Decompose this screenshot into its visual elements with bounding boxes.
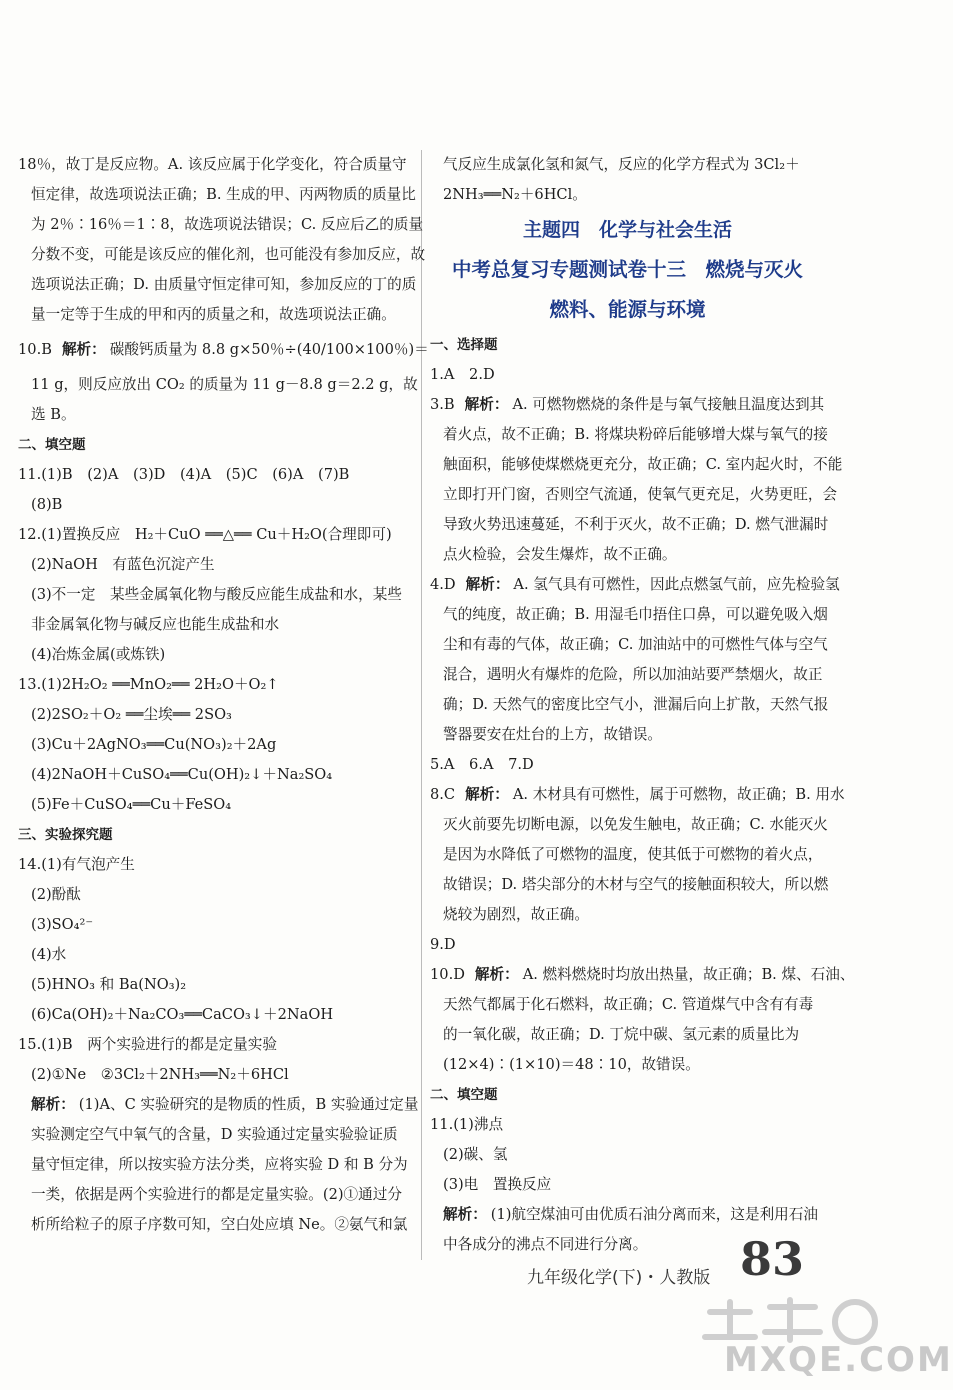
text-line: 中各成分的沸点不同进行分离。 (443, 1236, 648, 1253)
analysis-label: 解析： (474, 966, 519, 983)
text-line: 选项说法正确；D. 由质量守恒定律可知，参加反应的丁的质 (31, 276, 417, 293)
question-number: 4.D (430, 576, 456, 593)
text-line: 12.(1)置换反应 H₂＋CuO ══△══ Cu＋H₂O(合理即可) (18, 526, 392, 543)
text-line: 9.D (430, 936, 456, 953)
answer-line (430, 390, 825, 420)
text-line: 实验测定空气中氧气的含量，D 实验通过定量实验验证质 (31, 1126, 398, 1143)
watermark-text: MXQE.COM (724, 1340, 953, 1380)
text-line: 为 2％∶16％＝1∶8，故选项说法错误；C. 反应后乙的质量 (31, 216, 424, 233)
column-divider (421, 150, 422, 1260)
text-line: (8)B (31, 496, 63, 513)
text-line: 故错误；D. 塔尖部分的木材与空气的接触面积较大，所以燃 (443, 876, 829, 893)
analysis-label: 解析： (31, 1096, 75, 1113)
text-segment: A. 氢气具有可燃性，因此点燃氢气前，应先检验氢 (513, 576, 840, 593)
text-line: (3)不一定 某些金属氧化物与酸反应能生成盐和水，某些 (31, 586, 402, 603)
analysis-label: 解析： (61, 341, 106, 358)
question-number: 3.B (430, 396, 455, 413)
question-number: 10.D (430, 966, 465, 983)
text-line: 分数不变，可能是该反应的催化剂，也可能没有参加反应，故 (31, 246, 426, 263)
text-line: 2NH₃══N₂＋6HCl。 (443, 186, 587, 203)
text-line: 11.(1)B (2)A (3)D (4)A (5)C (6)A (7)B (18, 466, 350, 483)
left-column (18, 150, 429, 1240)
text-line: 触面积，能够使煤燃烧更充分，故正确；C. 室内起火时，不能 (443, 456, 843, 473)
text-line: 量守恒定律，所以按实验方法分类，应将实验 D 和 B 分为 (31, 1156, 408, 1173)
answer-line (18, 330, 429, 370)
answer-line (430, 780, 845, 810)
test-title: 中考总复习专题测试卷十三 燃烧与灭火 (451, 258, 803, 281)
text-line: 析所给粒子的原子序数可知，空白处应填 Ne。②氨气和氯 (31, 1216, 408, 1233)
text-line: (5)HNO₃ 和 Ba(NO₃)₂ (31, 976, 187, 993)
text-line: (4)冶炼金属(或炼铁) (31, 646, 166, 663)
text-line: 恒定律，故选项说法正确；B. 生成的甲、丙两物质的质量比 (31, 186, 416, 203)
text-line: 量一定等于生成的甲和丙的质量之和，故选项说法正确。 (31, 306, 396, 323)
answer-line (18, 1090, 419, 1120)
answer-line (430, 1200, 825, 1230)
page-number: 83 (740, 1232, 805, 1286)
text-line: (12×4)∶(1×10)＝48∶10，故错误。 (443, 1056, 700, 1073)
text-line: 立即打开门窗，否则空气流通，使氧气更充足，火势更旺，会 (443, 486, 838, 503)
text-line: 是因为水降低了可燃物的温度，使其低于可燃物的着火点， (443, 846, 823, 863)
text-line: 气的纯度，故正确；B. 用湿毛巾捂住口鼻，可以避免吸入烟 (443, 606, 828, 623)
topic-title: 主题四 化学与社会生活 (522, 219, 732, 241)
text-line: 烧较为剧烈，故正确。 (443, 906, 589, 923)
text-line: 点火检验，会发生爆炸，故不正确。 (443, 546, 677, 563)
section-heading: 三、实验探究题 (18, 827, 113, 843)
answer-line (430, 570, 840, 600)
text-line: 的一氧化碳，故正确；D. 丁烷中碳、氢元素的质量比为 (443, 1026, 800, 1043)
text-segment: A. 燃料燃烧时均放出热量，故正确；B. 煤、石油、 (522, 966, 855, 983)
text-line: 灭火前要先切断电源，以免发生触电，故正确；C. 水能灭火 (443, 816, 828, 833)
text-segment: (1)A、C 实验研究的是物质的性质，B 实验通过定量 (78, 1096, 419, 1113)
text-line: 13.(1)2H₂O₂ ══MnO₂══ 2H₂O＋O₂↑ (18, 676, 279, 693)
text-line: (2)①Ne ②3Cl₂＋2NH₃══N₂＋6HCl (31, 1066, 289, 1083)
text-line: (2)NaOH 有蓝色沉淀产生 (31, 556, 215, 573)
text-line: 一类，依据是两个实验进行的都是定量实验。(2)①通过分 (31, 1186, 402, 1203)
answer-line (430, 960, 855, 990)
text-line: (2)酚酞 (31, 886, 81, 903)
text-line: (4)2NaOH＋CuSO₄══Cu(OH)₂↓＋Na₂SO₄ (31, 766, 333, 783)
analysis-label: 解析： (443, 1206, 487, 1223)
text-segment: (1)航空煤油可由优质石油分离而来，这是利用石油 (490, 1206, 818, 1223)
question-number: 10.B (18, 341, 52, 358)
analysis-label: 解析： (465, 786, 509, 803)
text-segment: 碳酸钙质量为 8.8 g×50％÷(40/100×100％)＝ (109, 341, 429, 358)
text-line: 非金属氧化物与碱反应也能生成盐和水 (31, 616, 280, 633)
text-segment: A. 木材具有可燃性，属于可燃物，故正确；B. 用水 (512, 786, 845, 803)
book-title: 九年级化学(下)・人教版 (527, 1268, 711, 1288)
analysis-label: 解析： (465, 576, 510, 593)
text-line: 导致火势迅速蔓延，不利于灭火，故不正确；D. 燃气泄漏时 (443, 516, 829, 533)
text-line: 14.(1)有气泡产生 (18, 856, 135, 873)
test-subtitle: 燃料、能源与环境 (549, 298, 706, 321)
text-line: 确；D. 天然气的密度比空气小，泄漏后向上扩散，天然气报 (443, 696, 829, 713)
text-line: 警器要安在灶台的上方，故错误。 (443, 726, 662, 743)
text-line: 着火点，故不正确；B. 将煤块粉碎后能够增大煤与氧气的接 (443, 426, 828, 443)
text-line: (2)2SO₂＋O₂ ══尘埃══ 2SO₃ (31, 706, 232, 723)
text-line: (3)SO₄²⁻ (31, 916, 94, 933)
text-line: 混合，遇明火有爆炸的危险，所以加油站要严禁烟火，故正 (443, 666, 823, 683)
text-line: 5.A 6.A 7.D (430, 756, 534, 773)
right-column (430, 150, 855, 1260)
section-heading: 二、填空题 (18, 437, 86, 453)
text-line: 天然气都属于化石燃料，故正确；C. 管道煤气中含有有毒 (443, 996, 814, 1013)
text-line: 气反应生成氯化氢和氮气，反应的化学方程式为 3Cl₂＋ (443, 156, 800, 173)
text-segment: A. 可燃物燃烧的条件是与氧气接触且温度达到其 (512, 396, 825, 413)
section-heading: 一、选择题 (430, 337, 498, 353)
text-line: (2)碳、氢 (443, 1146, 508, 1163)
text-line: 尘和有毒的气体，故正确；C. 加油站中的可燃性气体与空气 (443, 636, 828, 653)
analysis-label: 解析： (464, 396, 509, 413)
text-line: (6)Ca(OH)₂＋Na₂CO₃══CaCO₃↓＋2NaOH (31, 1006, 334, 1023)
text-line: (3)电 置换反应 (443, 1176, 552, 1193)
text-line: 11.(1)沸点 (430, 1116, 504, 1133)
text-line: (3)Cu＋2AgNO₃══Cu(NO₃)₂＋2Ag (31, 736, 277, 753)
text-line: 选 B。 (31, 406, 76, 423)
text-line: 15.(1)B 两个实验进行的都是定量实验 (18, 1036, 277, 1053)
question-number: 8.C (430, 786, 456, 803)
text-line: (5)Fe＋CuSO₄══Cu＋FeSO₄ (31, 796, 232, 813)
text-line: 18％，故丁是反应物。A. 该反应属于化学变化，符合质量守 (18, 156, 407, 173)
section-heading: 二、填空题 (430, 1087, 498, 1103)
text-line: (4)水 (31, 946, 67, 963)
text-line: 11 g，则反应放出 CO₂ 的质量为 11 g－8.8 g＝2.2 g，故 (31, 376, 418, 393)
text-line: 1.A 2.D (430, 366, 495, 383)
